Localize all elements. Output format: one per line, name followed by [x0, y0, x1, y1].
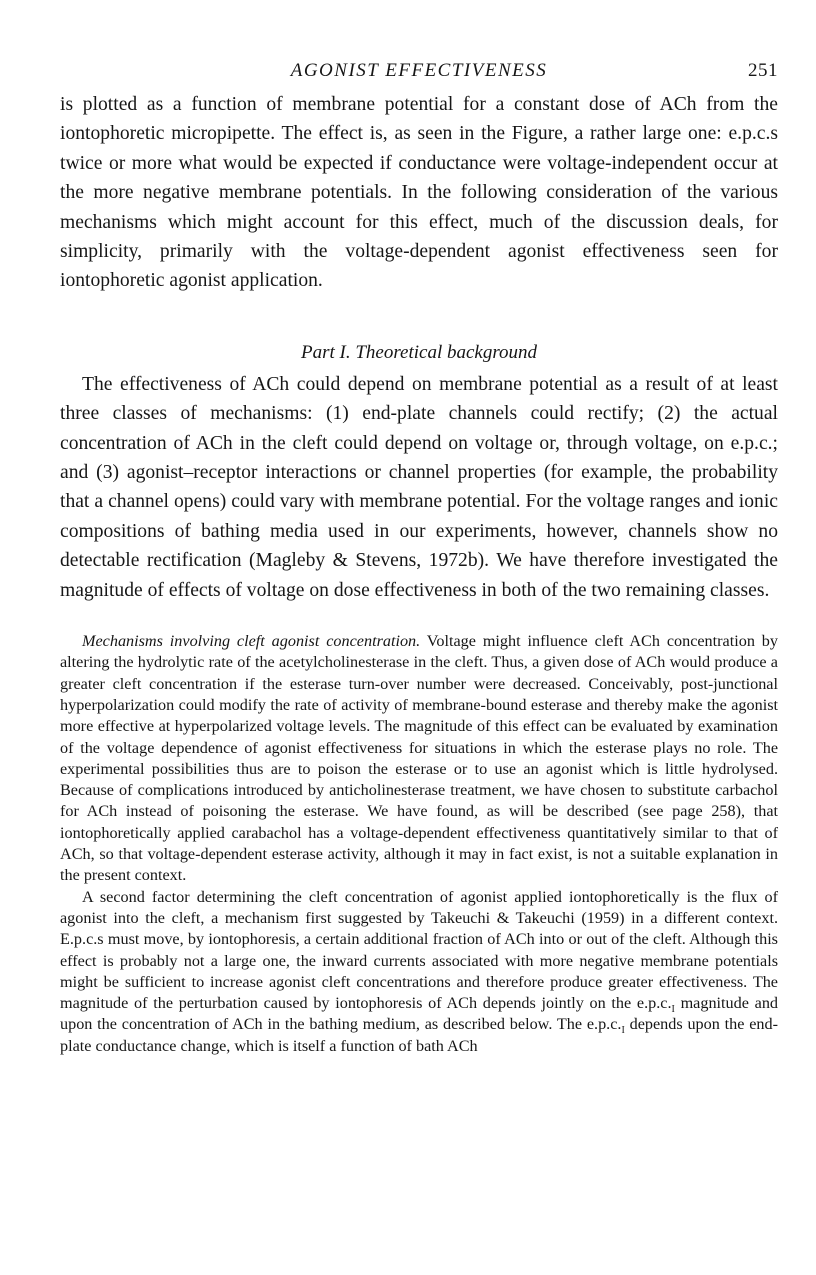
section-heading: Part I. Theoretical background	[300, 341, 538, 363]
second-factor-paragraph	[60, 887, 778, 1057]
page-number: 251	[748, 60, 778, 81]
part-one-paragraph: The effectiveness of ACh could depend on membrane potential as a result of at least three classes of mechanisms: (1) end-plate channels could rectify; (2) the actual concentration of ACh in the cleft could depend on voltage or, through voltage, on e.p.c.; and (3) agonist–receptor interactions or channel properties (for example, the probability that a channel opens) could vary with membrane potential. For the voltage ranges and ionic compositions of bathing media used in our experiments, however, channels show no detectable rectification (Magleby & Stevens, 1972b). We have therefore investigated the magnitude of effects of voltage on dose effectiveness in both of the two remaining classes.	[60, 373, 778, 601]
second-factor-text-3: depends upon the end-plate conductance change, which is itself a function of bath ACh	[60, 1015, 778, 1055]
mechanisms-heading: Mechanisms involving cleft agonist concentration.	[82, 632, 421, 651]
journal-page	[60, 58, 778, 1057]
subscript-i: I	[671, 1004, 675, 1016]
running-head	[60, 58, 778, 90]
mechanisms-paragraph	[60, 631, 778, 887]
running-title: AGONIST EFFECTIVENESS	[290, 60, 548, 81]
second-factor-text-2: magnitude and upon the concentration of ACh in the bathing medium, as described below. The e.p.c.	[60, 994, 779, 1034]
subscript-i: I	[621, 1025, 625, 1037]
mechanisms-text: Voltage might influence cleft ACh concentration by altering the hydrolytic rate of the acetylcholinesterase in the cleft. Thus, a given dose of ACh would produce a greater cleft concentration if the esterase turn-over number were decreased. Conceivably, post-junctional hyperpolarization could modify the rate of activity of membrane-bound esterase and thereby make the agonist more effective at hyperpolarized voltage levels. The magnitude of this effect can be evaluated by examination of the voltage dependence of agonist effectiveness for situations in which the esterase plays no role. The experimental possibilities thus are to poison the esterase or to use an agonist which is little hydrolysed. Because of complications introduced by anticholinesterase treatment, we have chosen to substitute carbachol for ACh instead of poisoning the esterase. We have found, as will be described (see page 258), that iontophoretically applied carabachol has a voltage-dependent effectiveness quantitatively similar to that of ACh, so that voltage-dependent esterase activity, although it may in fact exist, is not a suitable explanation in the present context.	[60, 632, 778, 885]
continuation-paragraph: is plotted as a function of membrane potential for a constant dose of ACh from the iontophoretic micropipette. The effect is, as seen in the Figure, a rather large one: e.p.c.s twice or more what would be expected if conductance were voltage-independent occur at the more negative membrane potentials. In the following consideration of the various mechanisms which might account for this effect, much of the discussion deals, for simplicity, primarily with the voltage-dependent agonist effectiveness seen for iontophoretic agonist application.	[60, 94, 778, 292]
second-factor-text-1: A second factor determining the cleft concentration of agonist applied iontophoretically is the flux of agonist into the cleft, a mechanism first suggested by Takeuchi & Takeuchi (1959) in a different context. E.p.c.s must move, by iontophoresis, a certain additional fraction of ACh into or out of the cleft. Although this effect is probably not a large one, the inward currents associated with more negative membrane potentials might be sufficient to increase agonist cleft concentrations and therefore produce greater effectiveness. The magnitude of the perturbation caused by iontophoresis of ACh depends jointly on the e.p.c.	[60, 887, 778, 1013]
